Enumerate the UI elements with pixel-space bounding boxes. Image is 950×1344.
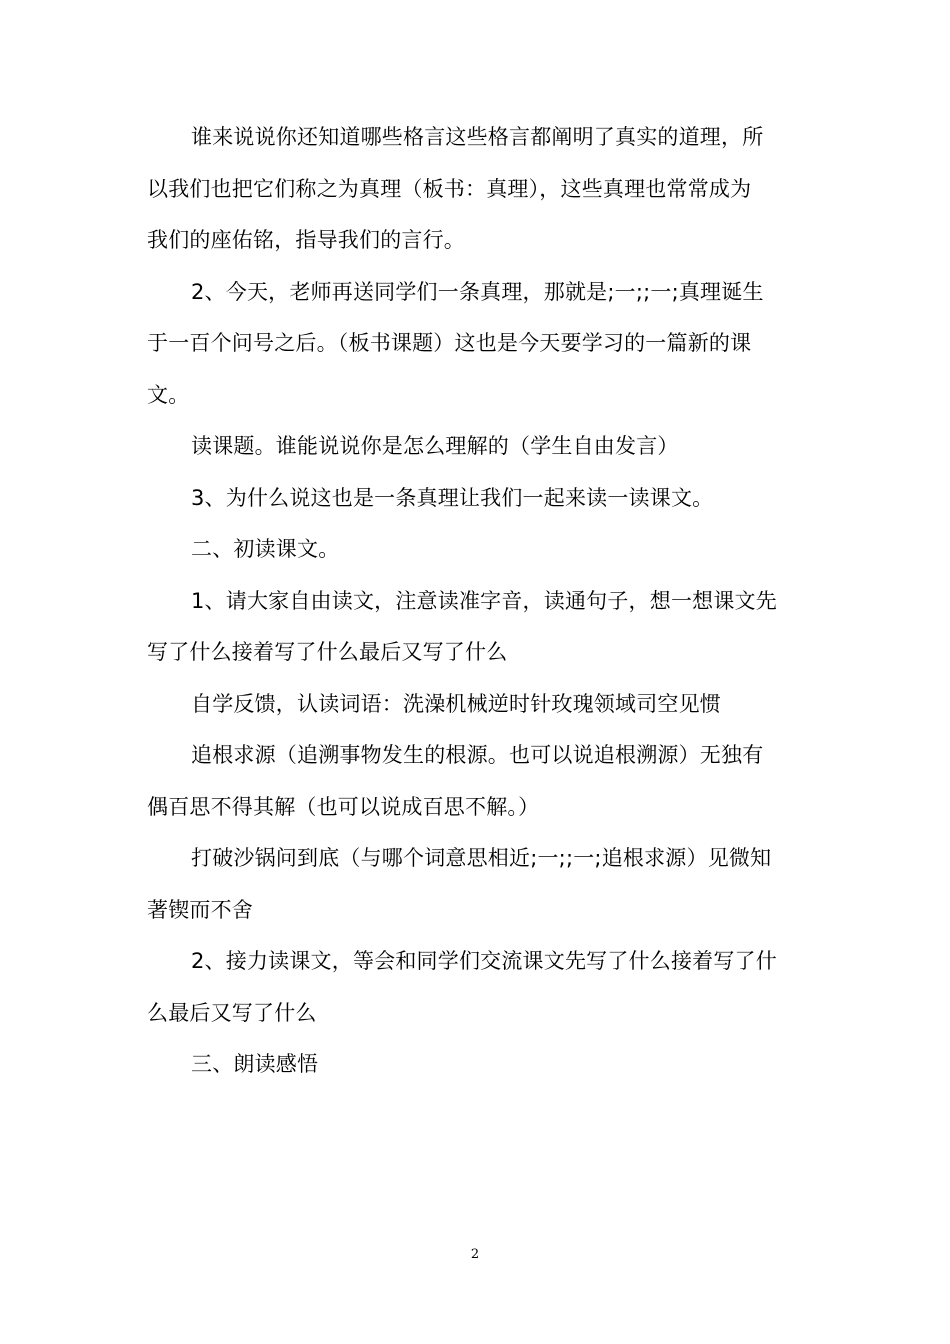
text-line: 2、今天，老师再送同学们一条真理，那就是;一;;一;真理诞生 <box>191 280 764 304</box>
text-line: 以我们也把它们称之为真理（板书：真理），这些真理也常常成为 <box>147 177 752 201</box>
text-line: 偶百思不得其解（也可以说成百思不解。） <box>147 795 540 819</box>
section-heading: 二、初读课文。 <box>191 537 340 561</box>
text-line: 我们的座佑铭，指导我们的言行。 <box>147 228 465 252</box>
text-line: 打破沙锅问到底（与哪个词意思相近;一;;一;追根求源）见微知 <box>191 846 772 870</box>
text-line: 写了什么接着写了什么最后又写了什么 <box>147 640 508 664</box>
text-line: 文。 <box>147 383 190 407</box>
section-heading: 三、朗读感悟 <box>191 1052 319 1076</box>
text-line: 追根求源（追溯事物发生的根源。也可以说追根溯源）无独有 <box>191 743 764 767</box>
text-line: 著锲而不舍 <box>147 898 253 922</box>
text-line: 1、请大家自由读文，注意读准字音，读通句子，想一想课文先 <box>191 589 777 613</box>
text-line: 3、为什么说这也是一条真理让我们一起来读一读课文。 <box>191 486 714 510</box>
text-line: 自学反馈，认读词语：洗澡机械逆时针玫瑰领域司空见惯 <box>191 692 721 716</box>
page-number: 2 <box>470 1247 480 1262</box>
text-line: 谁来说说你还知道哪些格言这些格言都阐明了真实的道理，所 <box>191 125 764 149</box>
text-line: 2、接力读课文，等会和同学们交流课文先写了什么接着写了什 <box>191 949 777 973</box>
text-line: 读课题。谁能说说你是怎么理解的（学生自由发言） <box>191 434 679 458</box>
text-line: 于一百个问号之后。（板书课题）这也是今天要学习的一篇新的课 <box>147 331 752 355</box>
text-line: 么最后又写了什么 <box>147 1001 317 1025</box>
